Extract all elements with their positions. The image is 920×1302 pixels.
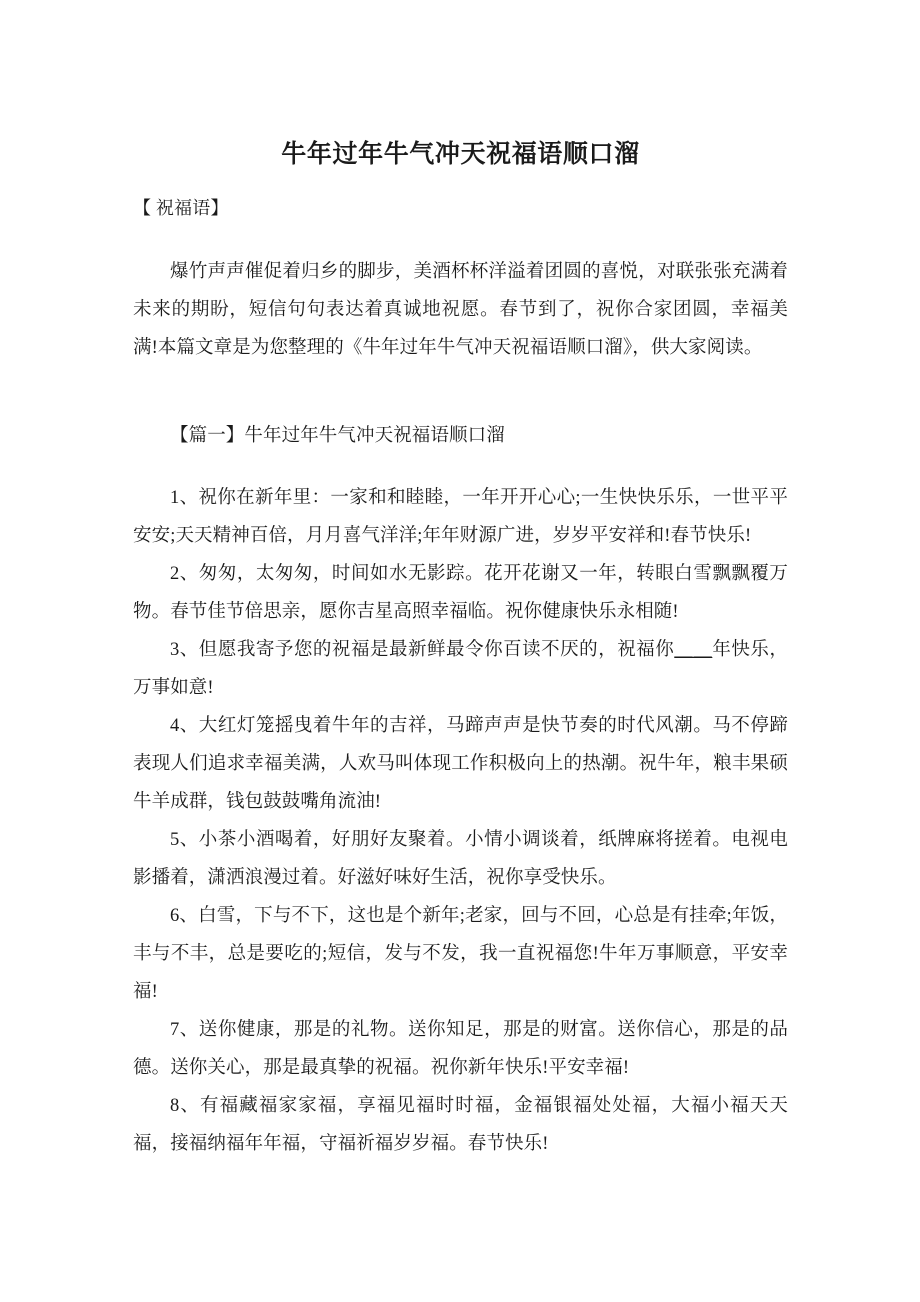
section-heading: 【篇一】牛年过年牛气冲天祝福语顺口溜 <box>170 426 505 446</box>
item-text: 匆匆，太匆匆，时间如水无影踪。花开花谢又一年，转眼白雪飘飘覆万物。春节佳节倍思亲，愿你吉星高照幸福临。祝你健康快乐永相随! <box>133 564 788 622</box>
item-number: 4、 <box>170 716 199 736</box>
item-text: 白雪，下与不下，这也是个新年;老家，回与不回，心总是有挂牵;年饭，丰与不丰，总是要吃的;短信，发与不发，我一直祝福您!牛年万事顺意，平安幸福! <box>133 906 788 1002</box>
list-item <box>133 821 788 897</box>
list-item <box>133 1087 788 1163</box>
item-text-after-blank: 年快乐，万事如意! <box>133 640 789 698</box>
intro-paragraph: 爆竹声声催促着归乡的脚步，美酒杯杯洋溢着团圆的喜悦，对联张张充满着未来的期盼，短信句句表达着真诚地祝愿。春节到了，祝你合家团圆，幸福美满!本篇文章是为您整理的《牛年过年牛气冲天祝福语顺口溜》，供大家阅读。 <box>133 262 788 358</box>
fill-in-blank: ＿＿ <box>674 640 713 660</box>
page-title: 牛年过年牛气冲天祝福语顺口溜 <box>281 140 640 168</box>
item-number: 2、 <box>170 564 199 584</box>
item-number: 8、 <box>170 1096 201 1116</box>
list-item <box>133 1011 788 1087</box>
list-item <box>133 707 788 821</box>
wish-list <box>133 455 788 1163</box>
category-tag: 【 祝福语】 <box>133 198 229 218</box>
document-content <box>133 0 788 1163</box>
item-number: 3、 <box>170 640 199 660</box>
item-text: 有福藏福家家福，享福见福时时福，金福银福处处福，大福小福天天福，接福纳福年年福，守福祈福岁岁福。春节快乐! <box>133 1096 788 1154</box>
list-item <box>133 479 788 555</box>
list-item <box>133 631 788 707</box>
item-text: 祝你在新年里：一家和和睦睦，一年开开心心;一生快快乐乐，一世平平安安;天天精神百倍，月月喜气洋洋;年年财源广进，岁岁平安祥和!春节快乐! <box>133 488 789 546</box>
item-number: 5、 <box>170 830 199 850</box>
item-text: 小茶小酒喝着，好朋好友聚着。小情小调谈着，纸牌麻将搓着。电视电影播着，潇洒浪漫过着。好滋好味好生活，祝你享受快乐。 <box>133 830 788 888</box>
item-number: 6、 <box>170 906 199 926</box>
item-text: 送你健康，那是的礼物。送你知足，那是的财富。送你信心，那是的品德。送你关心，那是最真挚的祝福。祝你新年快乐!平安幸福! <box>133 1020 788 1078</box>
item-number: 1、 <box>170 488 199 508</box>
list-item <box>133 555 788 631</box>
item-text: 大红灯笼摇曳着牛年的吉祥，马蹄声声是快节奏的时代风潮。马不停蹄表现人们追求幸福美满，人欢马叫体现工作积极向上的热潮。祝牛年，粮丰果硕牛羊成群，钱包鼓鼓嘴角流油! <box>133 716 788 812</box>
item-number: 7、 <box>170 1020 199 1040</box>
item-text-before-blank: 但愿我寄予您的祝福是最新鲜最令你百读不厌的，祝福你 <box>198 640 675 660</box>
list-item <box>133 897 788 1011</box>
